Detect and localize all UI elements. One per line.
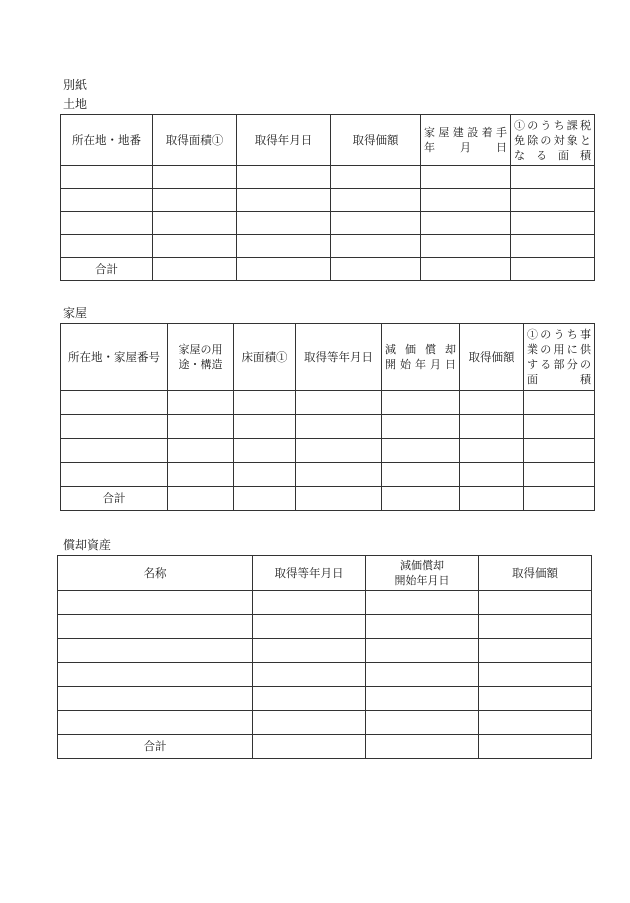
depreciable-cell[interactable] [58, 591, 253, 615]
depreciable-table [57, 555, 592, 759]
depreciable-cell[interactable] [366, 735, 479, 759]
house-cell[interactable] [382, 487, 460, 511]
house-cell[interactable] [524, 463, 595, 487]
house-cell[interactable] [460, 439, 524, 463]
land-cell[interactable] [421, 258, 511, 281]
house-cell[interactable] [234, 463, 296, 487]
house-section-title: 家屋 [63, 306, 88, 320]
land-header-area: 取得面積① [153, 115, 237, 166]
land-cell[interactable] [421, 189, 511, 212]
land-cell[interactable] [511, 258, 595, 281]
land-cell[interactable] [421, 166, 511, 189]
depreciable-cell[interactable] [58, 687, 253, 711]
house-cell[interactable] [234, 391, 296, 415]
land-row [61, 166, 595, 189]
depreciable-cell[interactable] [366, 591, 479, 615]
land-header-construction [421, 115, 511, 166]
house-cell[interactable] [61, 415, 168, 439]
house-header-acq-date: 取得等年月日 [296, 324, 382, 391]
land-cell[interactable] [331, 212, 421, 235]
land-cell[interactable] [237, 189, 331, 212]
land-total-row [61, 258, 595, 281]
depreciable-cell[interactable] [58, 663, 253, 687]
house-header-floor: 床面積① [234, 324, 296, 391]
land-cell[interactable] [153, 235, 237, 258]
depreciable-row [58, 687, 592, 711]
depreciable-cell[interactable] [253, 735, 366, 759]
land-total-label: 合計 [61, 258, 153, 281]
land-header-construction-line2: 年 月 日 [424, 141, 507, 154]
house-cell[interactable] [61, 463, 168, 487]
house-header-use [168, 324, 234, 391]
house-cell[interactable] [234, 415, 296, 439]
house-cell[interactable] [296, 487, 382, 511]
land-table [60, 114, 595, 281]
depreciable-row [58, 663, 592, 687]
land-cell[interactable] [237, 166, 331, 189]
land-cell[interactable] [237, 258, 331, 281]
house-header-business-line1: ①のうち事 [527, 328, 591, 341]
land-cell[interactable] [511, 166, 595, 189]
house-header-depr-line1: 減価償却 [385, 343, 456, 356]
depreciable-cell[interactable] [253, 639, 366, 663]
house-header-use-line1: 家屋の用 [178, 343, 223, 356]
land-cell[interactable] [511, 235, 595, 258]
depreciable-cell[interactable] [366, 711, 479, 735]
house-header-depr-line2: 開始年月日 [385, 358, 456, 371]
house-cell[interactable] [168, 415, 234, 439]
land-cell[interactable] [511, 189, 595, 212]
house-cell[interactable] [296, 415, 382, 439]
attachment-label: 別紙 [63, 78, 88, 92]
depreciable-cell[interactable] [366, 615, 479, 639]
depreciable-cell[interactable] [253, 615, 366, 639]
depreciable-header-depr-line2: 開始年月日 [394, 574, 450, 587]
land-header-price: 取得価額 [331, 115, 421, 166]
land-cell[interactable] [61, 189, 153, 212]
house-header-business-area [524, 324, 595, 391]
land-header-location: 所在地・地番 [61, 115, 153, 166]
depreciable-header-row [58, 556, 592, 591]
land-header-exempt-area [511, 115, 595, 166]
depreciable-header-acq-date: 取得等年月日 [253, 556, 366, 591]
house-total-row [61, 487, 595, 511]
depreciable-cell[interactable] [479, 735, 592, 759]
land-cell[interactable] [237, 235, 331, 258]
depreciable-cell[interactable] [58, 615, 253, 639]
house-cell[interactable] [460, 487, 524, 511]
house-cell[interactable] [460, 463, 524, 487]
land-cell[interactable] [511, 212, 595, 235]
depreciable-cell[interactable] [479, 615, 592, 639]
land-cell[interactable] [331, 258, 421, 281]
house-cell[interactable] [382, 415, 460, 439]
depreciable-cell[interactable] [366, 687, 479, 711]
house-total-label: 合計 [61, 487, 168, 511]
land-cell[interactable] [153, 258, 237, 281]
house-cell[interactable] [382, 439, 460, 463]
depreciable-cell[interactable] [479, 663, 592, 687]
house-header-price: 取得価額 [460, 324, 524, 391]
house-cell[interactable] [524, 439, 595, 463]
house-cell[interactable] [382, 463, 460, 487]
house-cell[interactable] [234, 487, 296, 511]
depreciable-cell[interactable] [479, 687, 592, 711]
depreciable-header-name: 名称 [58, 556, 253, 591]
land-header-exempt-line3: なる面積 [514, 148, 591, 162]
house-header-business-line3: する部分の [527, 358, 591, 371]
land-row [61, 212, 595, 235]
depreciable-cell[interactable] [58, 639, 253, 663]
land-header-exempt-line1: ①のうち課税 [514, 118, 591, 132]
house-header-use-line2: 途・構造 [178, 358, 223, 371]
house-cell[interactable] [168, 487, 234, 511]
depreciable-cell[interactable] [366, 663, 479, 687]
land-cell[interactable] [153, 212, 237, 235]
land-cell[interactable] [61, 166, 153, 189]
house-row [61, 463, 595, 487]
land-row [61, 189, 595, 212]
house-cell[interactable] [61, 391, 168, 415]
depreciable-cell[interactable] [253, 711, 366, 735]
land-cell[interactable] [153, 166, 237, 189]
house-cell[interactable] [524, 487, 595, 511]
depreciable-total-row [58, 735, 592, 759]
depreciable-header-depr-line1: 減価償却 [400, 559, 444, 572]
house-row [61, 439, 595, 463]
land-row [61, 235, 595, 258]
house-cell[interactable] [296, 463, 382, 487]
house-cell[interactable] [382, 391, 460, 415]
house-header-location: 所在地・家屋番号 [61, 324, 168, 391]
land-cell[interactable] [421, 235, 511, 258]
land-cell[interactable] [331, 166, 421, 189]
house-cell[interactable] [61, 439, 168, 463]
house-cell[interactable] [168, 391, 234, 415]
depreciable-cell[interactable] [253, 687, 366, 711]
depreciable-cell[interactable] [479, 591, 592, 615]
house-row [61, 391, 595, 415]
land-cell[interactable] [331, 189, 421, 212]
house-cell[interactable] [234, 439, 296, 463]
depreciable-row [58, 591, 592, 615]
house-cell[interactable] [524, 415, 595, 439]
land-cell[interactable] [237, 212, 331, 235]
house-cell[interactable] [460, 415, 524, 439]
house-header-business-line4: 面積 [527, 373, 591, 386]
land-cell[interactable] [61, 212, 153, 235]
land-section-title: 土地 [63, 97, 88, 111]
land-header-construction-line1: 家屋建設着手 [424, 126, 507, 139]
depreciable-cell[interactable] [253, 663, 366, 687]
depreciable-row [58, 639, 592, 663]
house-cell[interactable] [460, 391, 524, 415]
house-cell[interactable] [524, 391, 595, 415]
house-table [60, 323, 595, 511]
depreciable-row [58, 615, 592, 639]
land-cell[interactable] [61, 235, 153, 258]
house-cell[interactable] [296, 391, 382, 415]
depreciable-cell[interactable] [366, 639, 479, 663]
depreciable-section-title: 償却資産 [63, 538, 112, 552]
depreciable-row [58, 711, 592, 735]
land-cell[interactable] [421, 212, 511, 235]
depreciable-header-price: 取得価額 [479, 556, 592, 591]
house-cell[interactable] [168, 463, 234, 487]
land-header-exempt-line2: 免除の対象と [514, 133, 591, 147]
house-header-business-line2: 業の用に供 [527, 343, 591, 356]
land-cell[interactable] [153, 189, 237, 212]
depreciable-cell[interactable] [479, 639, 592, 663]
house-row [61, 415, 595, 439]
land-header-row [61, 115, 595, 166]
house-cell[interactable] [168, 439, 234, 463]
house-cell[interactable] [296, 439, 382, 463]
depreciable-cell[interactable] [58, 711, 253, 735]
house-header-depr [382, 324, 460, 391]
depreciable-cell[interactable] [253, 591, 366, 615]
land-cell[interactable] [331, 235, 421, 258]
house-header-row [61, 324, 595, 391]
depreciable-header-depr [366, 556, 479, 591]
depreciable-cell[interactable] [479, 711, 592, 735]
land-header-date: 取得年月日 [237, 115, 331, 166]
depreciable-total-label: 合計 [58, 735, 253, 759]
